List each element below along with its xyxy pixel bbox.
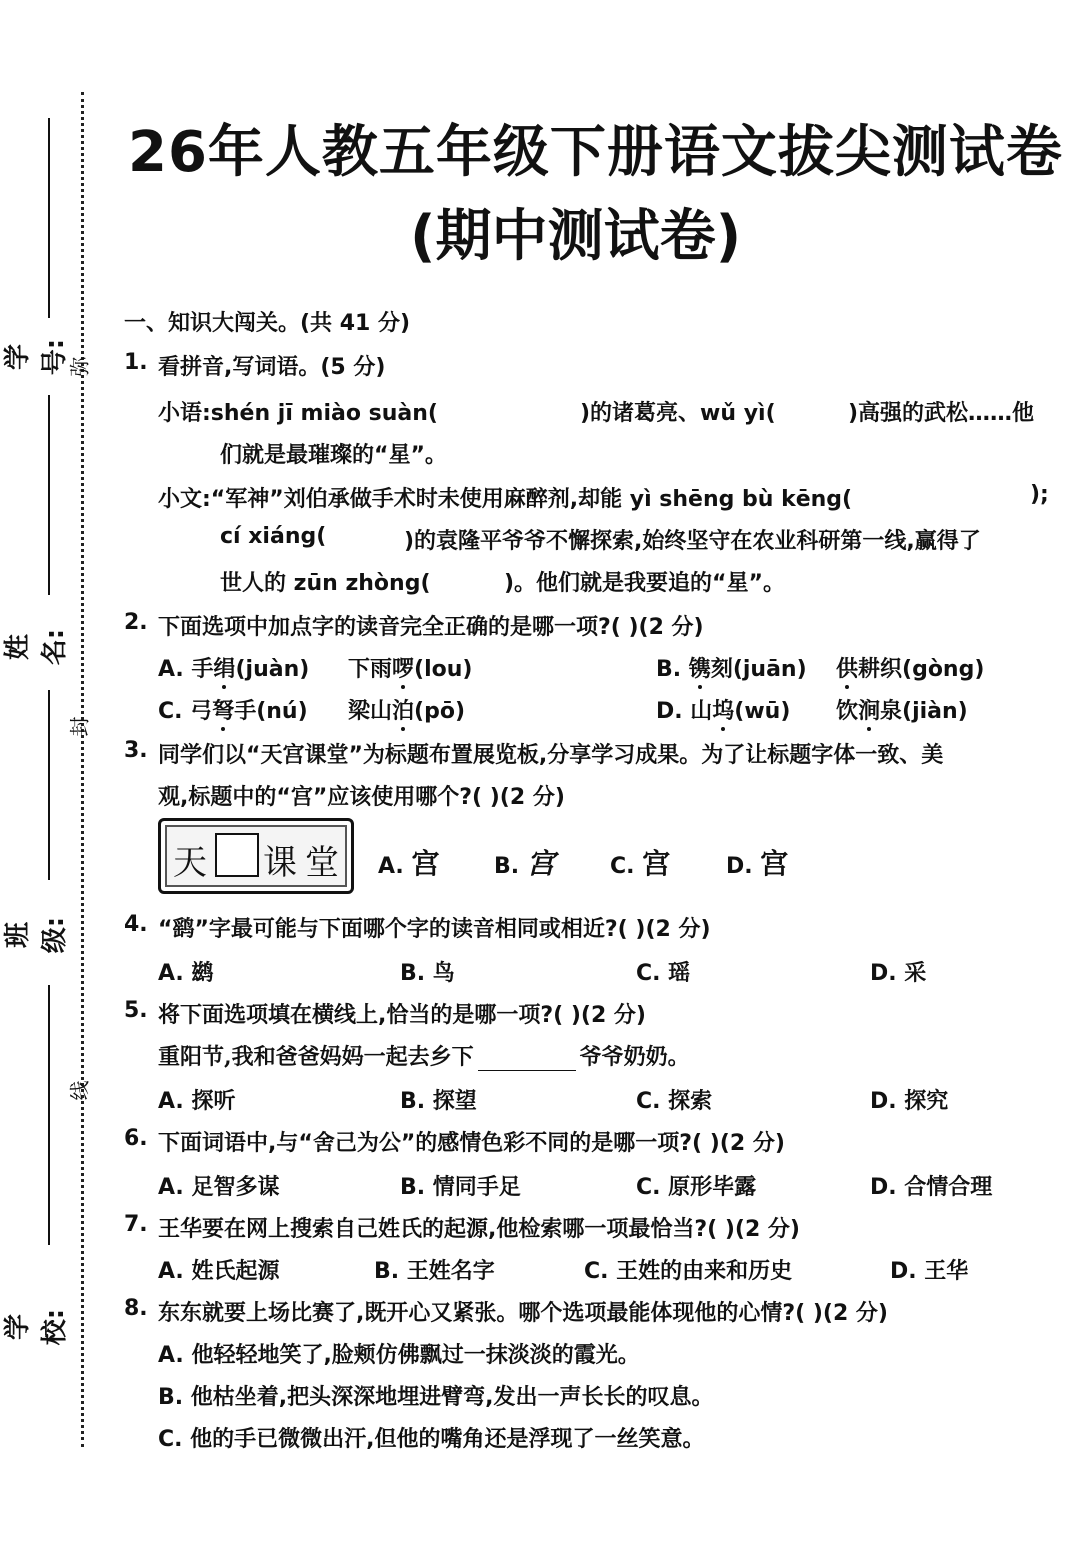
- q6-option-a: A. 足智多谋: [158, 1175, 280, 1200]
- q8-option-a: A. 他轻轻地笑了,脸颊仿佛飘过一抹淡淡的霞光。: [158, 1343, 640, 1368]
- section-heading: 一、知识大闯关。(共 41 分): [124, 311, 411, 336]
- q3-option-b: [494, 842, 555, 882]
- q2-option-b2: [836, 652, 984, 683]
- option-glyph: 宫: [411, 847, 440, 880]
- q2-option-c2: [348, 694, 465, 725]
- question-1-number: 1.: [124, 350, 148, 375]
- option-glyph: 宫: [526, 847, 555, 880]
- board-char-tian: 天: [173, 843, 207, 883]
- sentence-part-1: 重阳节,我和爸爸妈妈一起去乡下: [158, 1044, 474, 1070]
- q8-option-c: C. 他的手已微微出汗,但他的嘴角还是浮现了一丝笑意。: [158, 1427, 705, 1452]
- title-board-image: [158, 818, 354, 894]
- q1-line1a: 小语:shén jī miào suàn(: [158, 401, 438, 426]
- text: (pō): [414, 699, 466, 724]
- question-3-number: 3.: [124, 738, 148, 763]
- question-8-number: 8.: [124, 1296, 148, 1321]
- text: (lou): [414, 657, 473, 682]
- q2-option-c1: [158, 694, 308, 725]
- question-8-stem: 东东就要上场比赛了,既开心又紧张。哪个选项最能体现他的心情?( )(2 分): [158, 1301, 888, 1326]
- text: C. 弓: [158, 699, 213, 724]
- dotted-char: 泊: [392, 699, 415, 724]
- q4-option-a: A. 鹚: [158, 961, 214, 986]
- option-label: A.: [378, 854, 404, 879]
- q1-line5a: 世人的 zūn zhòng(: [220, 571, 431, 596]
- q1-line4a: cí xiáng(: [220, 524, 327, 549]
- option-glyph: 宫: [760, 847, 789, 880]
- q5-sentence: [158, 1040, 690, 1071]
- q1-line1b: )的诸葛亮、wǔ yì(: [580, 401, 776, 426]
- q1-line3a: 小文:“军神”刘伯承做手术时未使用麻醉剂,却能 yì shēng bù kēng(: [158, 487, 853, 512]
- binding-line-2: [48, 395, 50, 595]
- dotted-char: 镌: [688, 657, 711, 682]
- page-subtitle: (期中测试卷): [410, 204, 742, 269]
- dotted-char: 涧: [858, 699, 881, 724]
- binding-line-1: [48, 118, 50, 318]
- question-7-stem: 王华要在网上搜索自己姓氏的起源,他检索哪一项最恰当?( )(2 分): [158, 1217, 800, 1242]
- dotted-char: 啰: [392, 657, 415, 682]
- text: 手(nú): [234, 699, 308, 724]
- q2-option-d1: [656, 694, 790, 725]
- seal-dotted-line: [81, 92, 84, 1447]
- dotted-char: 绢: [213, 657, 236, 682]
- dotted-char: 坞: [712, 699, 735, 724]
- q3-option-c: [610, 842, 670, 882]
- q4-option-c: C. 瑶: [636, 961, 691, 986]
- q5-option-a: A. 探听: [158, 1089, 236, 1114]
- q1-line1c: )高强的武松……他: [848, 401, 1035, 426]
- text: (wū): [734, 699, 791, 724]
- question-4-number: 4.: [124, 912, 148, 937]
- q7-option-a: A. 姓氏起源: [158, 1259, 280, 1284]
- q2-option-b1: [656, 652, 807, 683]
- seal-mark-mi: 弥: [67, 356, 92, 377]
- fill-blank-line: [478, 1050, 576, 1071]
- option-label: B.: [494, 854, 520, 879]
- question-2-number: 2.: [124, 610, 148, 635]
- q4-option-b: B. 鸟: [400, 961, 455, 986]
- text: 泉(jiàn): [880, 699, 968, 724]
- text: 刻(juān): [710, 657, 807, 682]
- option-label: C.: [610, 854, 635, 879]
- q8-option-b: B. 他枯坐着,把头深深地埋进臂弯,发出一声长长的叹息。: [158, 1385, 714, 1410]
- question-3-stem-2: 观,标题中的“宫”应该使用哪个?( )(2 分): [158, 785, 565, 810]
- text: 梁山: [348, 699, 393, 724]
- question-5-number: 5.: [124, 998, 148, 1023]
- q3-option-d: [726, 842, 788, 882]
- sentence-part-2: 爷爷奶奶。: [579, 1044, 690, 1070]
- question-3-stem-1: 同学们以“天宫课堂”为标题布置展览板,分享学习成果。为了让标题字体一致、美: [158, 743, 944, 768]
- student-id-label: 学号:: [3, 338, 70, 376]
- question-6-number: 6.: [124, 1126, 148, 1151]
- q5-option-d: D. 探究: [870, 1089, 949, 1114]
- binding-line-3: [48, 690, 50, 880]
- seal-mark-xian: 线: [67, 1080, 92, 1101]
- class-label: 班级:: [3, 916, 70, 954]
- q6-option-d: D. 合情合理: [870, 1175, 993, 1200]
- question-2-stem: 下面选项中加点字的读音完全正确的是哪一项?( )(2 分): [158, 615, 704, 640]
- q6-option-b: B. 情同手足: [400, 1175, 521, 1200]
- q1-line4b: )的袁隆平爷爷不懈探索,始终坚守在农业科研第一线,赢得了: [404, 529, 981, 554]
- q2-option-d2: [836, 694, 968, 725]
- question-6-stem: 下面词语中,与“舍己为公”的感情色彩不同的是哪一项?( )(2 分): [158, 1131, 785, 1156]
- text: A. 手: [158, 657, 214, 682]
- q1-line2: 们就是最璀璨的“星”。: [220, 443, 447, 468]
- q5-option-c: C. 探索: [636, 1089, 713, 1114]
- board-char-ke: 课: [263, 843, 297, 883]
- page-title: 26年人教五年级下册语文拔尖测试卷: [128, 120, 1063, 185]
- question-7-number: 7.: [124, 1212, 148, 1237]
- text: 耕织(gòng): [858, 657, 985, 682]
- text: D. 山: [656, 699, 713, 724]
- text: 下雨: [348, 657, 393, 682]
- q7-option-c: C. 王姓的由来和历史: [584, 1259, 793, 1284]
- q5-option-b: B. 探望: [400, 1089, 477, 1114]
- seal-mark-feng: 封: [67, 716, 92, 737]
- text: 饮: [836, 699, 859, 724]
- dotted-char: 供: [836, 657, 859, 682]
- question-5-stem: 将下面选项填在横线上,恰当的是哪一项?( )(2 分): [158, 1003, 646, 1028]
- board-blank-square: [215, 833, 259, 877]
- q2-option-a2: [348, 652, 472, 683]
- q2-option-a1: [158, 652, 309, 683]
- q7-option-d: D. 王华: [890, 1259, 969, 1284]
- option-label: D.: [726, 854, 753, 879]
- school-label: 学校:: [3, 1308, 70, 1346]
- q1-line5b: )。他们就是我要追的“星”。: [504, 571, 785, 596]
- text: B.: [656, 657, 689, 682]
- name-label: 姓名:: [3, 628, 70, 666]
- q6-option-c: C. 原形毕露: [636, 1175, 757, 1200]
- text: (juàn): [235, 657, 310, 682]
- q7-option-b: B. 王姓名字: [374, 1259, 495, 1284]
- q4-option-d: D. 采: [870, 961, 927, 986]
- option-glyph: 宫: [642, 847, 671, 880]
- question-1-stem: 看拼音,写词语。(5 分): [158, 355, 386, 380]
- dotted-char: 弩: [212, 699, 235, 724]
- binding-line-4: [48, 985, 50, 1245]
- q1-line3b: );: [1030, 482, 1049, 507]
- q3-option-a: [378, 842, 439, 882]
- board-char-tang: 堂: [305, 843, 339, 883]
- question-4-stem: “鹞”字最可能与下面哪个字的读音相同或相近?( )(2 分): [158, 917, 711, 942]
